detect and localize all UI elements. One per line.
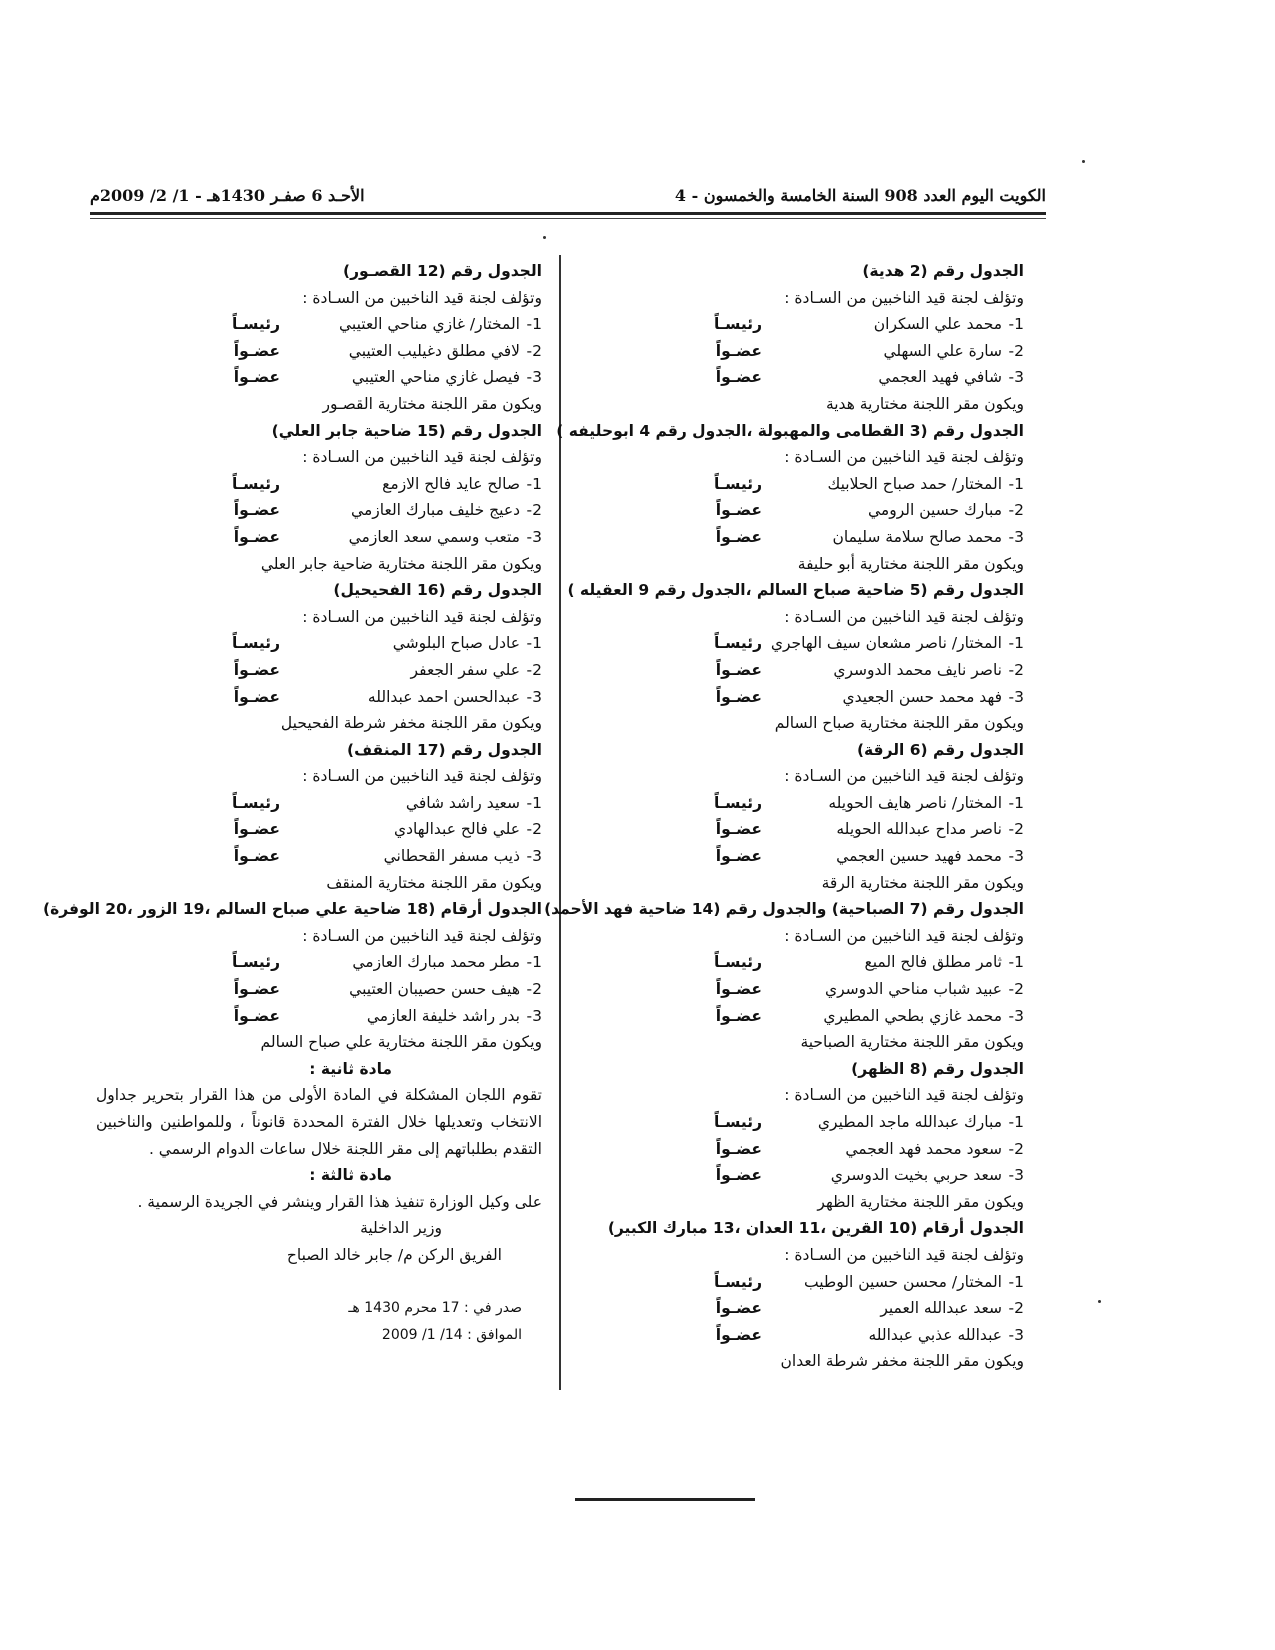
table-heading: الجدول رقم (15 ضاحية جابر العلي) — [271, 421, 542, 440]
committee-seat: ويكون مقر اللجنة مخفر شرطة العدان — [780, 1352, 1024, 1371]
committee-intro: وتؤلف لجنة قيد الناخبين من السـادة : — [784, 607, 1024, 626]
member-number: 3- — [1008, 1325, 1024, 1344]
member-role: عضـواً — [715, 847, 762, 866]
table-heading: الجدول أرقام (18 ضاحية علي صباح السالم ،19 الزور ،20 الوفرة) — [43, 900, 542, 919]
member-number: 2- — [526, 501, 542, 520]
member-role: عضـواً — [715, 1006, 762, 1025]
committee-seat: ويكون مقر اللجنة مختارية صباح السالم — [774, 714, 1024, 733]
member-row — [572, 949, 1024, 976]
member-number: 2- — [1008, 820, 1024, 839]
member-row — [572, 684, 1024, 711]
table-heading: الجدول رقم (6 الرقة) — [856, 740, 1024, 759]
article-3-text: على وكيل الوزارة تنفيذ هذا القرار وينشر في الجريدة الرسمية . — [137, 1192, 542, 1211]
left-column — [43, 258, 542, 1348]
member-row — [572, 790, 1024, 817]
member-row — [96, 311, 542, 338]
member-number: 1- — [1008, 634, 1024, 653]
member-role: رئيسـاً — [714, 474, 762, 493]
member-role: رئيسـاً — [714, 634, 762, 653]
table-heading: الجدول رقم (17 المنقف) — [347, 740, 542, 759]
member-name: علي سفر الجعفر — [410, 660, 520, 679]
member-role: عضـواً — [715, 1166, 762, 1185]
member-role: عضـواً — [715, 687, 762, 706]
member-role: رئيسـاً — [714, 953, 762, 972]
member-role: عضـواً — [233, 501, 280, 520]
committee-seat: ويكون مقر اللجنة مختارية ضاحية جابر العلي — [260, 554, 542, 573]
member-name: ثامر مطلق فالح الميع — [864, 953, 1002, 972]
committee-seat: ويكون مقر اللجنة مخفر شرطة الفحيحيل — [280, 714, 542, 733]
member-role: عضـواً — [715, 660, 762, 679]
member-name: علي فالح عبدالهادي — [393, 820, 520, 839]
member-name: ناصر نايف محمد الدوسري — [833, 660, 1002, 679]
member-name: مطر محمد مبارك العازمي — [352, 953, 520, 972]
committee-seat: ويكون مقر اللجنة مختارية أبو حليفة — [797, 554, 1024, 573]
member-name: ناصر مداح عبدالله الحويله — [836, 820, 1002, 839]
member-row — [572, 311, 1024, 338]
member-name: دعيج خليف مبارك العازمي — [351, 501, 520, 520]
member-row — [572, 1295, 1024, 1322]
member-row — [572, 338, 1024, 365]
member-name: المختار/ غازي مناحي العتيبي — [339, 315, 520, 334]
member-role: عضـواً — [233, 687, 280, 706]
table-heading: الجدول رقم (8 الظهر) — [851, 1059, 1024, 1078]
member-number: 1- — [526, 634, 542, 653]
footer-rule — [575, 1498, 755, 1501]
member-name: شافي فهيد العجمي — [878, 368, 1002, 387]
member-role: رئيسـاً — [714, 315, 762, 334]
member-name: فيصل غازي مناحي العتيبي — [351, 368, 520, 387]
member-name: عبدالحسن احمد عبدالله — [367, 687, 520, 706]
member-row — [572, 1109, 1024, 1136]
member-name: مبارك حسين الرومي — [868, 501, 1002, 520]
member-number: 2- — [1008, 980, 1024, 999]
member-role: رئيسـاً — [714, 1113, 762, 1131]
member-role: عضـواً — [233, 527, 280, 546]
table-heading: الجدول رقم (7 الصباحية) والجدول رقم (14 ضاحية فهد الأحمد) — [544, 900, 1024, 919]
article-3-title: مادة ثالثة : — [309, 1166, 392, 1185]
member-number: 1- — [526, 315, 542, 334]
left-groups — [43, 258, 542, 1056]
member-number: 3- — [526, 847, 542, 866]
committee-intro: وتؤلف لجنة قيد الناخبين من السـادة : — [784, 448, 1024, 467]
member-row — [572, 471, 1024, 498]
member-name: المختار/ محسن حسين الوطيب — [804, 1272, 1002, 1291]
member-number: 2- — [526, 660, 542, 679]
member-number: 1- — [1008, 1113, 1024, 1131]
member-name: بدر راشد خليفة العازمي — [366, 1006, 520, 1025]
committee-intro: وتؤلف لجنة قيد الناخبين من السـادة : — [784, 926, 1024, 945]
member-name: عادل صباح البلوشي — [392, 634, 520, 653]
member-name: مبارك عبدالله ماجد المطيري — [817, 1113, 1002, 1131]
page-header — [90, 180, 1046, 210]
header-rule-thin — [90, 218, 1046, 219]
member-row — [96, 684, 542, 711]
member-role: عضـواً — [233, 660, 280, 679]
member-role: عضـواً — [715, 1299, 762, 1318]
member-row — [96, 1003, 542, 1030]
member-name: المختار/ ناصر مشعان سيف الهاجري — [770, 634, 1002, 653]
member-row — [572, 630, 1024, 657]
member-role: رئيسـاً — [232, 315, 280, 334]
member-row — [572, 657, 1024, 684]
member-row — [96, 816, 542, 843]
member-row — [96, 976, 542, 1003]
member-role: عضـواً — [715, 368, 762, 387]
issued-gregorian-date: الموافق : 14/ 1/ 2009 — [381, 1326, 522, 1343]
committee-seat: ويكون مقر اللجنة مختارية المنقف — [326, 873, 542, 892]
member-number: 1- — [526, 474, 542, 493]
header-publication: الكويت اليوم العدد 908 السنة الخامسة والخمسون - 4 — [674, 185, 1046, 205]
member-number: 1- — [526, 953, 542, 972]
member-role: عضـواً — [715, 1325, 762, 1344]
table-heading: الجدول أرقام (10 القرين ،11 العدان ،13 مبارك الكبير) — [607, 1219, 1024, 1238]
member-number: 1- — [1008, 953, 1024, 972]
member-name: فهد محمد حسن الجعيدي — [842, 687, 1002, 706]
minister-name: الفريق الركن م/ جابر خالد الصباح — [286, 1245, 502, 1264]
member-name: سعد عبدالله العمير — [880, 1299, 1002, 1318]
member-number: 2- — [1008, 1139, 1024, 1158]
member-row — [96, 843, 542, 870]
member-number: 1- — [1008, 793, 1024, 812]
committee-intro: وتؤلف لجنة قيد الناخبين من السـادة : — [784, 1086, 1024, 1105]
member-name: محمد صالح سلامة سليمان — [832, 527, 1002, 546]
member-role: عضـواً — [715, 527, 762, 546]
member-name: محمد غازي بطحي المطيري — [823, 1006, 1002, 1025]
member-name: محمد فهيد حسين العجمي — [836, 847, 1002, 866]
member-name: سارة علي السهلي — [883, 341, 1002, 360]
member-number: 3- — [526, 687, 542, 706]
member-name: ذيب مسفر القحطاني — [383, 847, 520, 866]
table-heading: الجدول رقم (5 ضاحية صباح السالم ،الجدول رقم 9 العقيله ) — [567, 581, 1024, 600]
member-row — [572, 843, 1024, 870]
member-row — [572, 1162, 1024, 1189]
header-date: الأحـد 6 صفـر 1430هـ - 1/ 2/ 2009م — [90, 185, 365, 205]
member-row — [96, 471, 542, 498]
member-name: لافي مطلق دغيليب العتيبي — [348, 341, 520, 360]
scan-speck — [1098, 1300, 1101, 1303]
spacer — [96, 1269, 542, 1296]
member-number: 1- — [1008, 1272, 1024, 1291]
article-2-title: مادة ثانية : — [309, 1059, 392, 1078]
member-name: متعب وسمي سعد العازمي — [348, 527, 520, 546]
member-number: 3- — [1008, 368, 1024, 387]
article-2-text: تقوم اللجان المشكلة في المادة الأولى من هذا القرار بتحرير جداول الانتخاب وتعديلها خلال الفترة المحددة قانوناً ، وللمواطنين والناخبين التقدم بطلباتهم إلى مقر اللجنة خلال ساعات الدوام الرسمي . — [96, 1086, 542, 1158]
right-column — [544, 258, 1024, 1375]
member-name: المختار/ ناصر هايف الحويله — [828, 793, 1002, 812]
table-heading: الجدول رقم (3 القطامى والمهبولة ،الجدول رقم 4 ابوحليفه ) — [556, 421, 1024, 440]
member-role: رئيسـاً — [232, 953, 280, 972]
member-number: 2- — [1008, 341, 1024, 360]
header-rule — [90, 212, 1046, 215]
member-row — [572, 1269, 1024, 1296]
member-row — [96, 630, 542, 657]
committee-seat: ويكون مقر اللجنة مختارية الظهر — [817, 1192, 1024, 1211]
member-number: 3- — [1008, 1166, 1024, 1185]
member-name: سعود محمد فهد العجمي — [845, 1139, 1002, 1158]
member-role: رئيسـاً — [232, 793, 280, 812]
member-role: عضـواً — [233, 1006, 280, 1025]
member-name: عبيد شباب مناحي الدوسري — [824, 980, 1002, 999]
member-role: عضـواً — [233, 980, 280, 999]
member-name: سعيد راشد شافي — [405, 793, 520, 812]
member-number: 2- — [526, 341, 542, 360]
member-number: 3- — [526, 1006, 542, 1025]
member-row — [572, 497, 1024, 524]
member-row — [96, 790, 542, 817]
member-row — [572, 1003, 1024, 1030]
committee-intro: وتؤلف لجنة قيد الناخبين من السـادة : — [302, 607, 542, 626]
member-number: 2- — [1008, 501, 1024, 520]
member-number: 1- — [1008, 315, 1024, 334]
member-row — [96, 657, 542, 684]
member-number: 3- — [1008, 687, 1024, 706]
member-row — [572, 816, 1024, 843]
member-row — [572, 976, 1024, 1003]
member-number: 3- — [1008, 527, 1024, 546]
issued-hijri-date: صدر في : 17 محرم 1430 هـ — [348, 1300, 522, 1317]
member-row — [572, 524, 1024, 551]
member-role: عضـواً — [715, 501, 762, 520]
member-number: 2- — [526, 820, 542, 839]
member-role: عضـواً — [715, 980, 762, 999]
member-row — [572, 1322, 1024, 1349]
member-row — [96, 364, 542, 391]
member-role: رئيسـاً — [714, 793, 762, 812]
committee-intro: وتؤلف لجنة قيد الناخبين من السـادة : — [784, 288, 1024, 307]
member-role: عضـواً — [233, 341, 280, 360]
member-role: رئيسـاً — [232, 634, 280, 653]
member-role: عضـواً — [715, 820, 762, 839]
member-number: 3- — [1008, 847, 1024, 866]
member-role: عضـواً — [715, 341, 762, 360]
committee-seat: ويكون مقر اللجنة مختارية هدية — [825, 394, 1024, 413]
scan-speck — [543, 236, 546, 239]
committee-intro: وتؤلف لجنة قيد الناخبين من السـادة : — [302, 926, 542, 945]
member-role: عضـواً — [233, 368, 280, 387]
member-name: سعد حربي بخيت الدوسري — [830, 1166, 1002, 1185]
committee-intro: وتؤلف لجنة قيد الناخبين من السـادة : — [302, 288, 542, 307]
committee-seat: ويكون مقر اللجنة مختارية علي صباح السالم — [260, 1033, 542, 1052]
member-name: محمد علي السكران — [873, 315, 1002, 334]
committee-intro: وتؤلف لجنة قيد الناخبين من السـادة : — [302, 448, 542, 467]
member-number: 3- — [526, 527, 542, 546]
member-number: 2- — [526, 980, 542, 999]
member-role: عضـواً — [715, 1139, 762, 1158]
member-number: 1- — [1008, 474, 1024, 493]
member-name: هيف حسن حصيبان العتيبي — [349, 980, 520, 999]
committee-seat: ويكون مقر اللجنة مختارية الصباحية — [800, 1033, 1024, 1052]
member-role: عضـواً — [233, 847, 280, 866]
committee-seat: ويكون مقر اللجنة مختارية الرقة — [821, 873, 1024, 892]
member-name: صالح عايد فالح الازمع — [382, 474, 520, 493]
table-heading: الجدول رقم (16 الفحيحيل) — [333, 581, 542, 600]
member-role: عضـواً — [233, 820, 280, 839]
committee-seat: ويكون مقر اللجنة مختارية القصـور — [322, 394, 542, 413]
scan-speck — [1082, 160, 1085, 163]
member-name: المختار/ حمد صباح الحلابيك — [827, 474, 1002, 493]
member-number: 3- — [526, 368, 542, 387]
member-role: رئيسـاً — [714, 1272, 762, 1291]
committee-intro: وتؤلف لجنة قيد الناخبين من السـادة : — [302, 767, 542, 786]
member-number: 2- — [1008, 1299, 1024, 1318]
table-heading: الجدول رقم (12 القصـور) — [342, 262, 542, 280]
member-row — [96, 524, 542, 551]
member-number: 3- — [1008, 1006, 1024, 1025]
member-row — [96, 497, 542, 524]
committee-intro: وتؤلف لجنة قيد الناخبين من السـادة : — [784, 767, 1024, 786]
member-number: 2- — [1008, 660, 1024, 679]
member-name: عبدالله عذبي عبدالله — [868, 1325, 1002, 1344]
committee-intro: وتؤلف لجنة قيد الناخبين من السـادة : — [784, 1245, 1024, 1264]
member-role: رئيسـاً — [232, 474, 280, 493]
table-heading: الجدول رقم (2 هدية) — [862, 262, 1024, 280]
minister-title: وزير الداخلية — [360, 1219, 442, 1238]
member-row — [572, 364, 1024, 391]
member-row — [572, 1136, 1024, 1163]
member-row — [96, 338, 542, 365]
member-number: 1- — [526, 793, 542, 812]
member-row — [96, 949, 542, 976]
